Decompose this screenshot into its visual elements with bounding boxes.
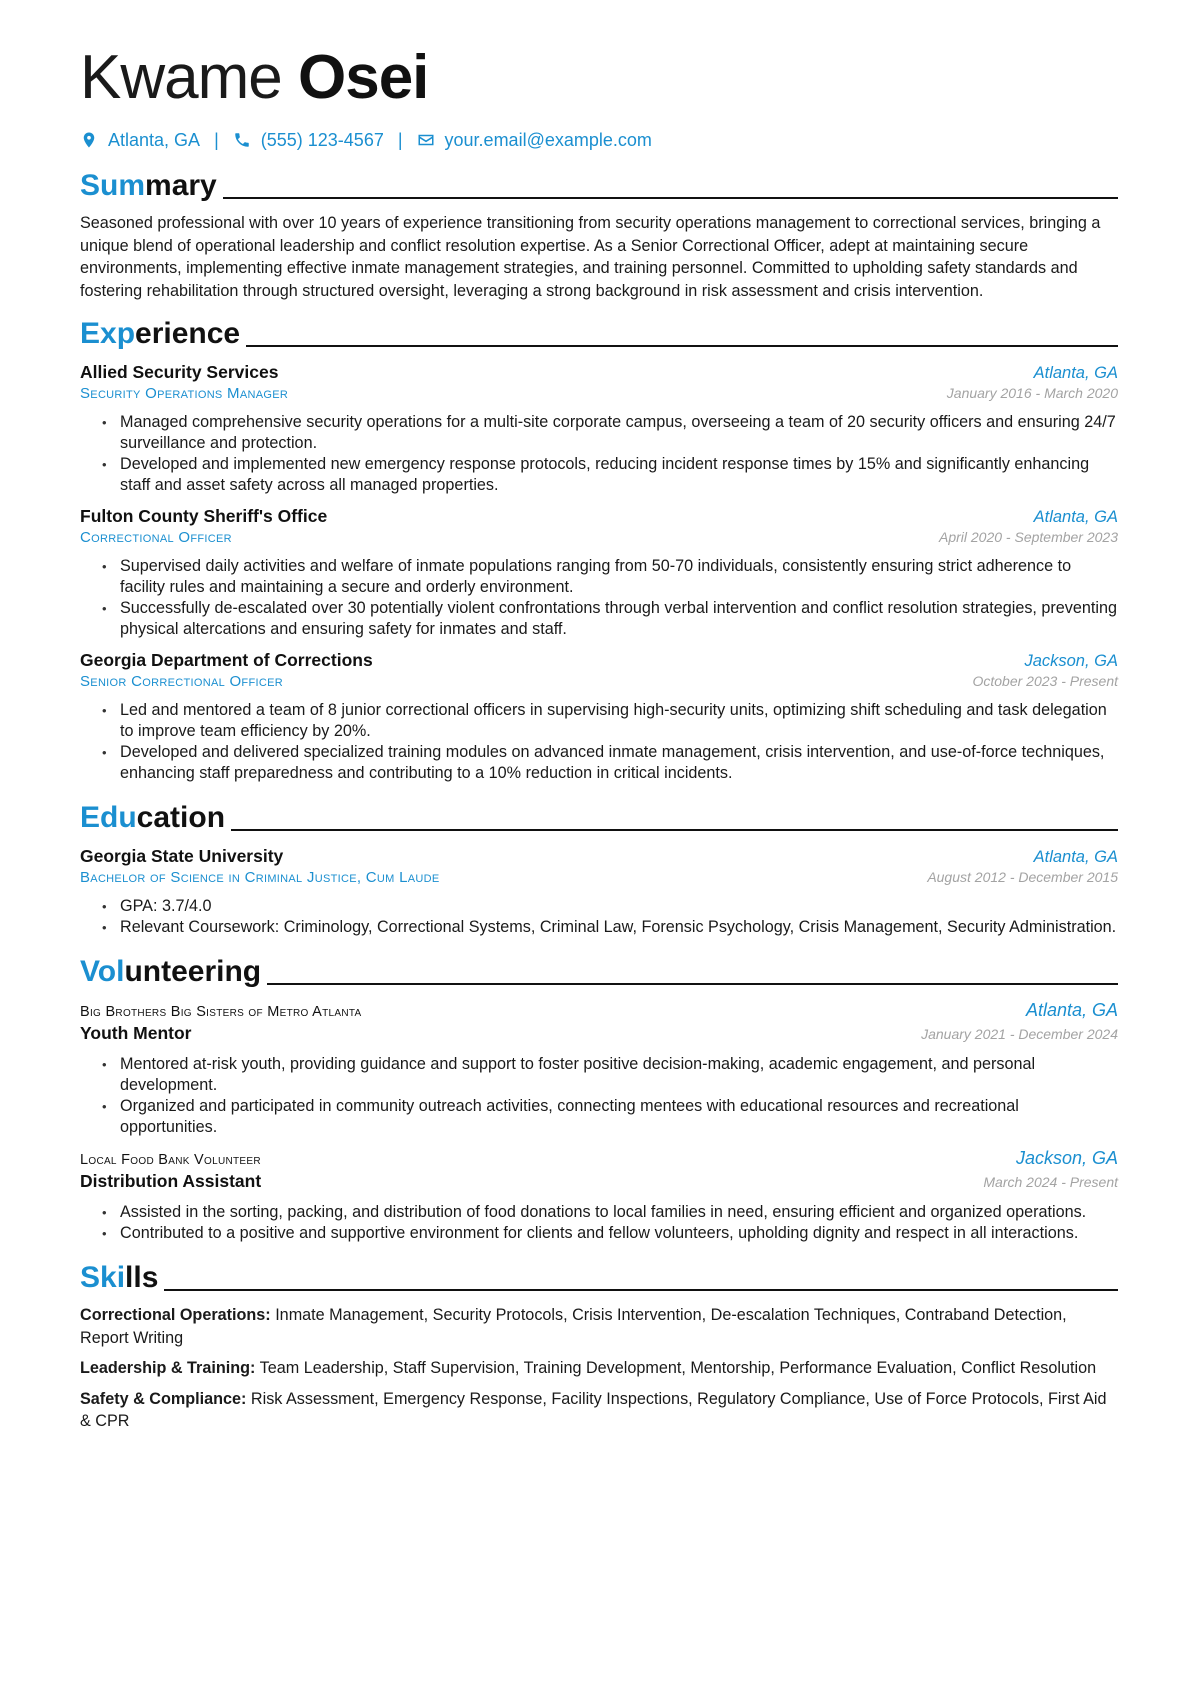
section-title: Skills <box>80 1261 159 1294</box>
list-item: • Assisted in the sorting, packing, and distribution of food donations to local families in need, ensuring efficient and organized operations. <box>108 1202 1118 1223</box>
entry-dates: January 2021 - December 2024 <box>921 1026 1118 1042</box>
entry-dates: October 2023 - Present <box>972 673 1118 689</box>
volunteer-role: Distribution Assistant <box>80 1171 262 1191</box>
list-item: • Developed and implemented new emergency response protocols, reducing incident response times by 15% and significantly enhancing staff and asset safety across all managed properties. <box>108 454 1118 496</box>
section-title: Volunteering <box>80 955 262 988</box>
location-text: Atlanta, GA <box>108 129 201 150</box>
skill-values: Risk Assessment, Emergency Response, Facility Inspections, Regulatory Compliance, Use of Force Protocols, First Aid & CPR <box>80 1389 1107 1430</box>
last-name: Osei <box>297 43 429 112</box>
contact-separator: | <box>397 129 403 150</box>
contact-bar <box>80 122 1118 158</box>
job-title: Security Operations Manager <box>80 385 289 402</box>
school: Georgia State University <box>80 846 284 866</box>
bullet-list <box>80 1054 1118 1138</box>
section-rule <box>267 983 1118 985</box>
experience-entry <box>80 650 1118 784</box>
section-rule <box>231 829 1118 831</box>
employer: Georgia Department of Corrections <box>80 650 373 670</box>
experience-entry <box>80 362 1118 496</box>
list-item: • Developed and delivered specialized training modules on advanced inmate management, crisis intervention, and use-of-force techniques, enhancing staff preparedness and contributing to a 10% reduction in critical incidents. <box>108 742 1118 784</box>
bullet-list <box>80 556 1118 640</box>
summary-heading <box>80 164 1118 204</box>
contact-separator: | <box>214 129 219 150</box>
section-rule <box>246 345 1118 347</box>
section-rule <box>223 197 1118 199</box>
list-item: • Organized and participated in community outreach activities, connecting mentees with educational resources and recreational opportunities. <box>108 1096 1118 1138</box>
section-title: Summary <box>80 169 217 202</box>
list-item: • GPA: 3.7/4.0 <box>108 896 1118 917</box>
skill-line <box>80 1304 1118 1349</box>
entry-location: Atlanta, GA <box>1033 508 1118 526</box>
entry-dates: January 2016 - March 2020 <box>946 385 1118 401</box>
list-item: • Contributed to a positive and supportive environment for clients and fellow volunteers, upholding dignity and respect in all interactions. <box>108 1223 1118 1244</box>
entry-dates: August 2012 - December 2015 <box>927 869 1118 885</box>
entry-location: Atlanta, GA <box>1033 364 1118 382</box>
list-item: • Mentored at-risk youth, providing guidance and support to foster positive decision-making, academic engagement, and personal development. <box>108 1054 1118 1096</box>
entry-dates: April 2020 - September 2023 <box>939 529 1118 545</box>
skill-line <box>80 1357 1118 1380</box>
envelope-icon <box>417 131 435 149</box>
degree: Bachelor of Science in Criminal Justice, Cum Laude <box>80 869 440 886</box>
skills-heading <box>80 1256 1118 1296</box>
entry-location: Atlanta, GA <box>1025 1000 1118 1020</box>
bullet-list <box>80 412 1118 496</box>
contact-phone[interactable] <box>233 130 384 151</box>
bullet-list <box>80 896 1118 938</box>
volunteer-org: Big Brothers Big Sisters of Metro Atlanta <box>80 1004 362 1020</box>
volunteer-org: Local Food Bank Volunteer <box>80 1152 261 1168</box>
summary-text: Seasoned professional with over 10 years of experience transitioning from security operations management to correctional services, bringing a unique blend of operational leadership and conflict resolution expertise. As a Senior Correctional Officer, adept at maintaining secure environments, implementing effective inmate management strategies, and training personnel. Committed to upholding safety standards and fostering rehabilitation through structured oversight, leveraging a strong background in risk assessment and crisis intervention. <box>80 214 1101 300</box>
first-name: Kwame <box>80 43 282 112</box>
volunteer-entry <box>80 1148 1118 1244</box>
list-item: • Supervised daily activities and welfare of inmate populations ranging from 50-70 individuals, consistently ensuring strict adherence to facility rules and maintaining a secure and orderly environment. <box>108 556 1118 598</box>
volunteering-heading <box>80 950 1118 990</box>
entry-location: Jackson, GA <box>1024 652 1118 670</box>
job-title: Correctional Officer <box>80 529 232 546</box>
employer: Allied Security Services <box>80 362 279 382</box>
skill-category: Leadership & Training: <box>80 1359 256 1377</box>
skill-category: Safety & Compliance: <box>80 1389 247 1408</box>
education-heading <box>80 796 1118 836</box>
list-item: • Successfully de-escalated over 30 potentially violent confrontations through verbal intervention and conflict resolution strategies, preventing physical altercations and ensuring safety for inmates and staff. <box>108 598 1118 640</box>
entry-dates: March 2024 - Present <box>983 1174 1118 1190</box>
entry-location: Jackson, GA <box>1015 1148 1118 1168</box>
volunteer-role: Youth Mentor <box>80 1023 192 1043</box>
skill-values: Team Leadership, Staff Supervision, Training Development, Mentorship, Performance Evaluation, Conflict Resolution <box>259 1359 1097 1377</box>
list-item: • Managed comprehensive security operations for a multi-site corporate campus, overseeing a team of 20 security officers and ensuring 24/7 surveillance and protection. <box>108 412 1118 454</box>
phone-text: (555) 123-4567 <box>260 129 384 150</box>
skill-line <box>80 1388 1118 1433</box>
contact-email[interactable] <box>417 130 652 151</box>
contact-location <box>80 130 200 151</box>
section-rule <box>164 1289 1118 1291</box>
email-text: your.email@example.com <box>444 129 652 150</box>
list-item: • Relevant Coursework: Criminology, Correctional Systems, Criminal Law, Forensic Psychology, Crisis Management, Security Administration. <box>108 917 1118 938</box>
skill-category: Correctional Operations: <box>80 1306 271 1324</box>
candidate-name <box>80 38 1118 118</box>
education-entry <box>80 846 1118 938</box>
skill-values: Inmate Management, Security Protocols, Crisis Intervention, De-escalation Techniques, Contraband Detection, Report Writing <box>80 1306 1067 1347</box>
experience-heading <box>80 312 1118 352</box>
experience-entry <box>80 506 1118 640</box>
phone-icon <box>233 131 251 149</box>
section-title: Education <box>80 801 226 834</box>
list-item: • Led and mentored a team of 8 junior correctional officers in supervising high-security units, optimizing shift scheduling and task delegation to improve team efficiency by 20%. <box>108 700 1118 742</box>
employer: Fulton County Sheriff's Office <box>80 506 328 526</box>
map-pin-icon <box>80 131 98 149</box>
entry-location: Atlanta, GA <box>1033 848 1118 866</box>
volunteer-entry <box>80 1000 1118 1138</box>
section-title: Experience <box>80 317 241 350</box>
job-title: Senior Correctional Officer <box>80 673 283 690</box>
bullet-list <box>80 1202 1118 1244</box>
bullet-list <box>80 700 1118 784</box>
